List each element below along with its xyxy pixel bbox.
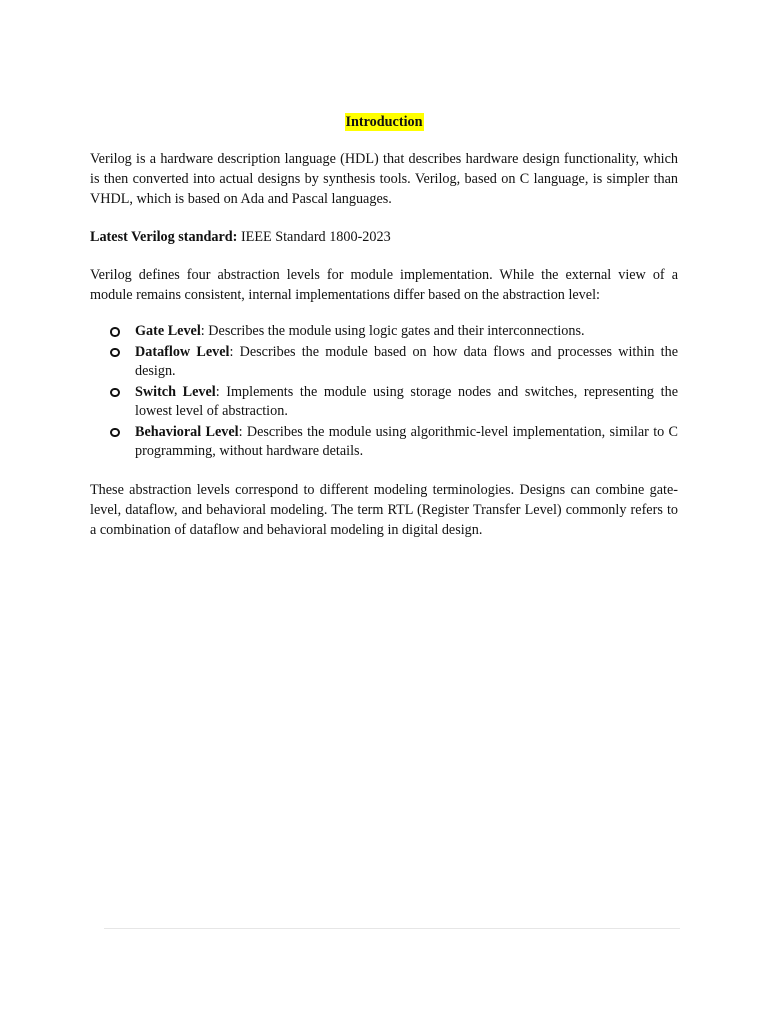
list-item — [90, 383, 678, 422]
level-description: : Implements the module using storage nodes and switches, representing the lowest level of abstraction. — [135, 383, 678, 419]
hollow-circle-bullet-icon — [110, 388, 120, 398]
hollow-circle-bullet-icon — [110, 348, 120, 358]
standard-value: IEEE Standard 1800-2023 — [237, 229, 391, 245]
document-page — [90, 112, 678, 540]
level-term: Behavioral Level — [135, 423, 239, 440]
level-description: : Describes the module using algorithmic-level implementation, similar to C programming, without hardware details. — [135, 423, 678, 459]
standard-line — [90, 227, 678, 247]
level-term: Switch Level — [135, 383, 216, 400]
hollow-circle-bullet-icon — [110, 428, 120, 438]
abstraction-paragraph: Verilog defines four abstraction levels for module implementation. While the external view of a module remains consistent, internal implementations differ based on the abstraction level: — [90, 267, 678, 303]
page-title: Introduction — [345, 114, 423, 130]
modeling-paragraph: These abstraction levels correspond to different modeling terminologies. Designs can combine gate-level, dataflow, and behavioral modeling. The term RTL (Register Transfer Level) commonly refers to a combination of dataflow and behavioral modeling in digital design. — [90, 481, 678, 538]
abstraction-levels-list — [90, 322, 678, 462]
list-item — [90, 423, 678, 462]
level-term: Dataflow Level — [135, 343, 230, 360]
hollow-circle-bullet-icon — [110, 327, 120, 337]
title-container — [90, 112, 678, 132]
standard-label: Latest Verilog standard: — [90, 229, 238, 245]
footer-divider — [104, 928, 680, 929]
level-description: : Describes the module using logic gates and their interconnections. — [200, 323, 585, 339]
list-item — [90, 322, 678, 342]
level-term: Gate Level — [135, 323, 201, 339]
list-item — [90, 343, 678, 382]
level-description: : Describes the module based on how data flows and processes within the design. — [135, 343, 678, 379]
intro-paragraph: Verilog is a hardware description language (HDL) that describes hardware design functionality, which is then converted into actual designs by synthesis tools. Verilog, based on C language, is simpler than VHDL, which is based on Ada and Pascal languages. — [90, 151, 678, 207]
